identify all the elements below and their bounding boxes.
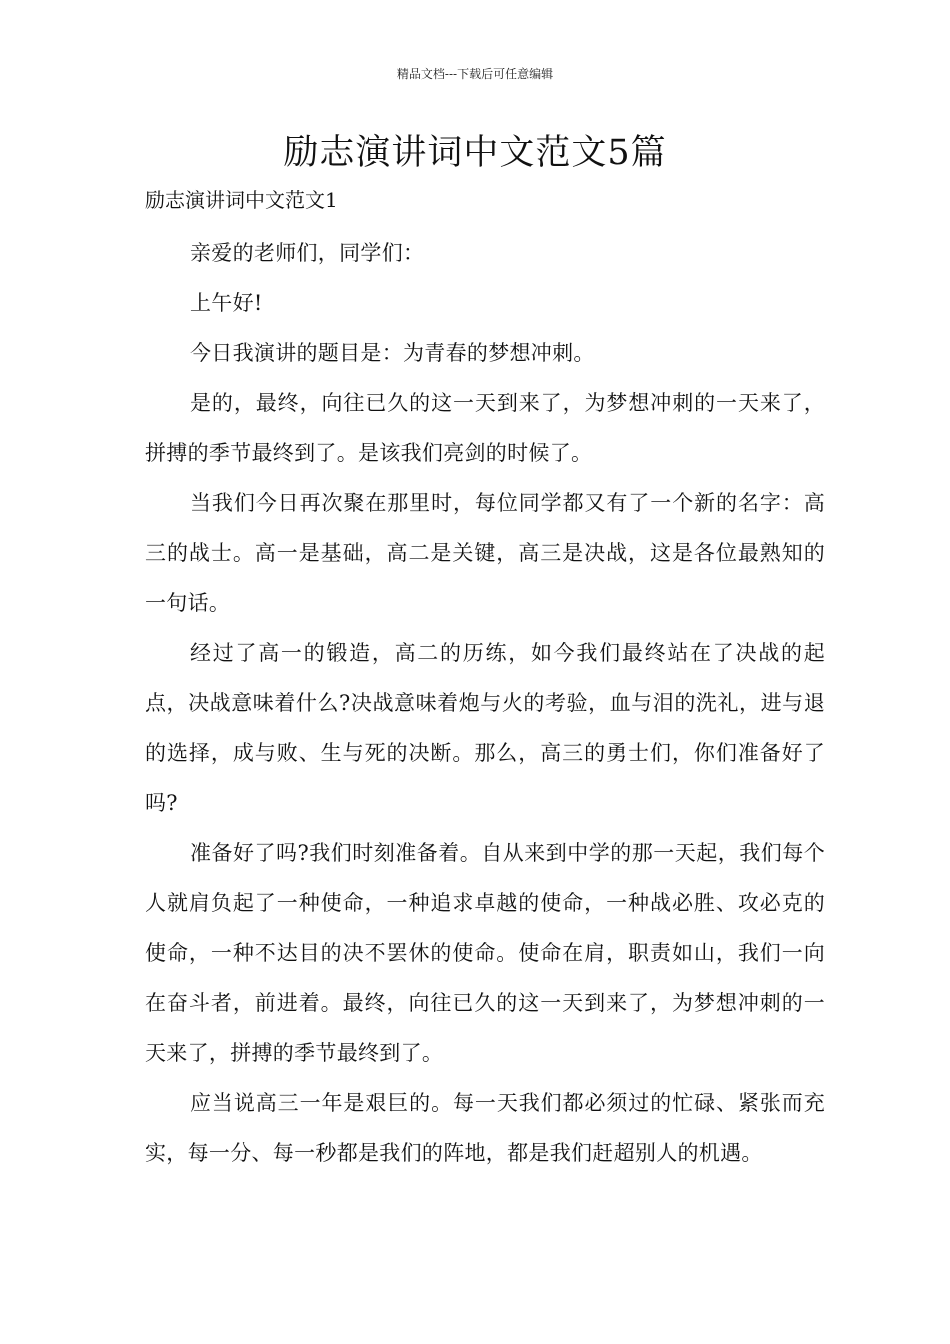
- section-heading: 励志演讲词中文范文1: [145, 188, 338, 212]
- paragraph-greeting: 亲爱的老师们，同学们：: [190, 241, 425, 265]
- paragraph: 准备好了吗?我们时刻准备着。自从来到中学的那一天起，我们每个人就肩负起了一种使命，一种追求卓越的使命，一种战必胜、攻必克的使命，一种不达目的决不罢休的使命。使命在肩，职责如山，我们一向在奋斗者，前进着。最终，向往已久的这一天到来了，为梦想冲刺的一天来了，拼搏的季节最终到了。: [145, 841, 825, 1065]
- paragraph: 应当说高三一年是艰巨的。每一天我们都必须过的忙碌、紧张而充实，每一分、每一秒都是我们的阵地，都是我们赶超别人的机遇。: [145, 1091, 825, 1165]
- body-text: [145, 228, 825, 1178]
- paragraph: 是的，最终，向往已久的这一天到来了，为梦想冲刺的一天来了，拼搏的季节最终到了。是该我们亮剑的时候了。: [145, 391, 825, 465]
- paragraph-salutation: 上午好!: [190, 291, 263, 315]
- document-title: 励志演讲词中文范文5篇: [283, 133, 667, 173]
- paragraph: 经过了高一的锻造，高二的历练，如今我们最终站在了决战的起点，决战意味着什么?决战意味着炮与火的考验，血与泪的洗礼，进与退的选择，成与败、生与死的决断。那么，高三的勇士们，你们准备好了吗?: [145, 641, 825, 815]
- paragraph: 当我们今日再次聚在那里时，每位同学都又有了一个新的名字：高三的战士。高一是基础，高二是关键，高三是决战，这是各位最熟知的一句话。: [145, 491, 825, 615]
- header-note: 精品文档---下载后可任意编辑: [396, 67, 554, 81]
- paragraph-topic: 今日我演讲的题目是：为青春的梦想冲刺。: [190, 341, 595, 365]
